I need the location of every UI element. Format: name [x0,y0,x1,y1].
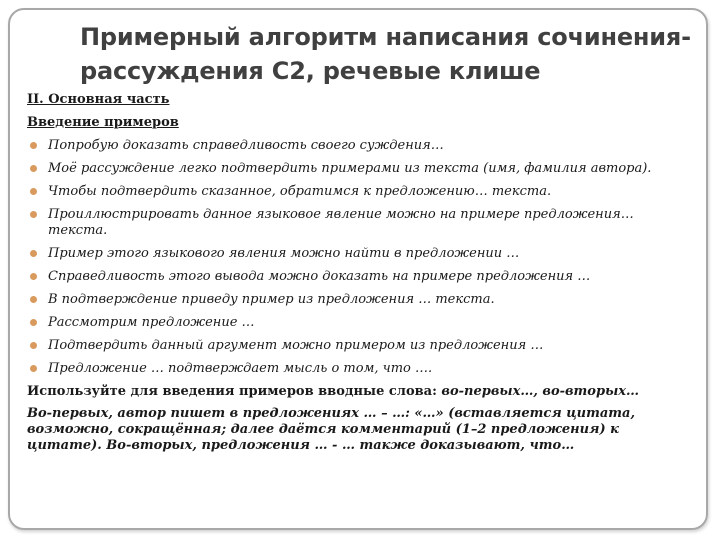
list-item-text: Моё рассуждение легко подтвердить примерами из текста (имя, фамилия автора). [48,161,652,176]
list-item-text: Чтобы подтвердить сказанное, обратимся к предложению… текста. [48,184,552,199]
bullet-dot-icon [30,273,37,280]
list-item [27,161,687,177]
list-item [27,184,687,200]
intro-words-tail: во-первых…, во-вторых… [441,384,640,399]
slide-content [27,92,687,454]
bullet-dot-icon [30,319,37,326]
intro-words-lead: Используйте для введения примеров вводные слова: [27,384,442,399]
list-item-text: Подтвердить данный аргумент можно примером из предложения … [48,338,544,353]
bullet-dot-icon [30,188,37,195]
bullet-dot-icon [30,250,37,257]
list-item [27,338,687,354]
list-item-text: Попробую доказать справедливость своего суждения… [48,138,444,153]
final-paragraph: Во-первых, автор пишет в предложениях … – …: «…» (вставляется цитата, возможно, сокращённая; далее даётся комментарий (1–2 предложения) к цитате). Во-вторых, предложения … - … также доказывают, что… [27,406,635,453]
list-item-text: Рассмотрим предложение … [48,315,255,330]
list-item-text: Справедливость этого вывода можно доказать на примере предложения … [48,269,591,284]
list-item [27,292,687,308]
bullet-dot-icon [30,211,37,218]
subsection-heading: Введение примеров [27,115,179,130]
bullet-dot-icon [30,365,37,372]
list-item [27,269,687,285]
list-item [27,361,687,377]
bullet-dot-icon [30,342,37,349]
list-item-text: Пример этого языкового явления можно найти в предложении … [48,246,520,261]
list-item [27,246,687,262]
bullet-dot-icon [30,142,37,149]
list-item [27,138,687,154]
bullet-dot-icon [30,165,37,172]
section-heading: II. Основная часть [27,92,170,107]
list-item-text: В подтверждение приведу пример из предложения … текста. [48,292,495,307]
list-item [27,315,687,331]
list-item [27,207,687,239]
list-item-text: Проиллюстрировать данное языковое явление можно на примере предложения… текста. [48,207,634,238]
intro-words-paragraph [27,384,687,400]
bullet-dot-icon [30,296,37,303]
phrase-list [27,138,687,377]
list-item-text: Предложение … подтверждает мысль о том, что …. [48,361,433,376]
slide-title: Примерный алгоритм написания сочинения-рассуждения С2, речевые клише [80,23,691,85]
